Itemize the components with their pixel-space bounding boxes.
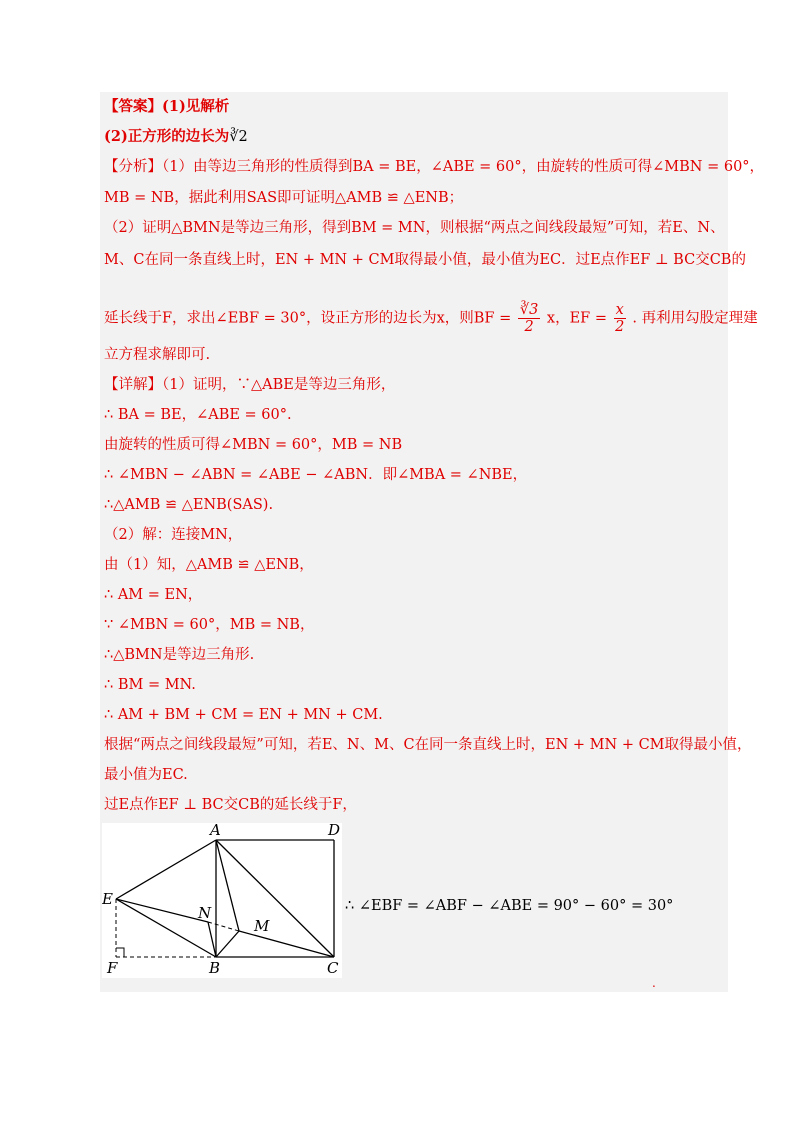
text-line-detail15	[104, 795, 357, 815]
text-line-analysis6	[104, 345, 210, 365]
label-m: M	[254, 917, 270, 935]
label-f: F	[107, 959, 118, 977]
text-line-analysis1	[104, 157, 764, 177]
text-line-analysis6-content: 立方程求解即可.	[104, 347, 211, 363]
text-line-detail4	[104, 465, 527, 485]
text-line-answer	[104, 97, 229, 117]
label-a: A	[210, 823, 221, 839]
analysis5-prefix: 延长线于F，求出∠EBF = 30°，设正方形的边长为x，则BF =	[104, 310, 512, 327]
text-line-analysis2-content: MB = NB，据此利用SAS即可证明△AMB ≌ △ENB；	[104, 190, 464, 206]
segment-en	[116, 899, 208, 922]
text-line-detail2-content: ∴ BA = BE，∠ABE = 60°.	[104, 407, 292, 423]
text-line-detail6-content: （2）解：连接MN，	[104, 527, 243, 543]
trailing-dot: .	[652, 976, 656, 990]
text-line-answer2	[104, 127, 248, 147]
text-line-answer2-suffix: ∛2	[229, 129, 248, 145]
geometry-diagram	[102, 823, 342, 978]
text-line-analysis3-content: （2）证明△BMN是等边三角形，得到BM = MN，则根据“两点之间线段最短”可知，若E、N、	[104, 220, 725, 236]
analysis5-suffix: . 再利用勾股定理建	[632, 310, 758, 327]
segment-nb	[208, 922, 216, 957]
geometry-figure	[102, 823, 342, 978]
text-line-detail7	[104, 555, 314, 575]
text-line-detail14-content: 最小值为EC.	[104, 767, 188, 783]
text-line-detail3-content: 由旋转的性质可得∠MBN = 60°，MB = NB	[104, 437, 403, 453]
label-e: E	[102, 890, 113, 908]
right-angle-mark	[116, 948, 124, 957]
analysis5-middle: x，EF =	[546, 310, 608, 327]
text-line-detail12	[104, 705, 383, 725]
text-line-detail1	[104, 375, 395, 395]
text-line-detail7-content: 由（1）知，△AMB ≌ △ENB，	[104, 557, 314, 573]
text-line-detail3	[104, 435, 402, 455]
fraction-ef-denominator: 2	[615, 319, 625, 335]
text-line-detail11	[104, 675, 196, 695]
segment-nm-dashed	[208, 922, 239, 931]
text-line-detail14	[104, 765, 188, 785]
text-line-analysis1-content: 【分析】（1）由等边三角形的性质得到BA = BE，∠ABE = 60°，由旋转的性质可得∠MBN = 60°，	[104, 159, 765, 175]
segment-ac	[216, 840, 334, 957]
segment-am	[216, 840, 239, 931]
text-line-analysis3	[104, 218, 725, 238]
text-line-detail13-content: 根据“两点之间线段最短”可知，若E、N、M、C在同一条直线上时，EN + MN + CM取得最小值，	[104, 737, 752, 753]
fraction-bf-numerator: ∛3	[519, 302, 539, 318]
analysis-line-fractions	[104, 302, 758, 335]
text-line-detail8	[104, 585, 202, 605]
text-line-detail9	[104, 615, 314, 635]
segment-bm	[216, 931, 239, 957]
text-line-detail1-content: 【详解】（1）证明，∵△ABE是等边三角形，	[104, 377, 396, 393]
label-d: D	[328, 823, 341, 839]
text-line-detail12-content: ∴ AM + BM + CM = EN + MN + CM.	[104, 707, 383, 723]
text-line-detail10	[104, 645, 254, 665]
text-line-detail10-content: ∴△BMN是等边三角形.	[104, 647, 255, 663]
text-line-analysis2	[104, 188, 463, 208]
text-line-detail15-content: 过E点作EF ⊥ BC交CB的延长线于F，	[104, 797, 357, 813]
text-line-analysis4-content: M、C在同一条直线上时，EN + MN + CM取得最小值，最小值为EC．过E点作EF ⊥ BC交CB的	[104, 252, 746, 268]
text-line-detail6	[104, 525, 242, 545]
text-line-detail8-content: ∴ AM = EN，	[104, 587, 203, 603]
text-line-answer-content: 【答案】(1)见解析	[104, 98, 230, 115]
text-line-detail5-content: ∴△AMB ≌ △ENB(SAS).	[104, 497, 274, 513]
figure-equation: ∴ ∠EBF = ∠ABF − ∠ABE = 90° − 60° = 30°	[345, 898, 674, 914]
fraction-bf	[518, 302, 540, 335]
fraction-ef-numerator: x	[615, 302, 624, 318]
fraction-ef	[614, 302, 626, 335]
text-line-detail2	[104, 405, 292, 425]
text-line-detail11-content: ∴ BM = MN.	[104, 677, 196, 693]
label-n: N	[198, 904, 212, 922]
label-b: B	[209, 959, 221, 977]
segment-ae	[116, 840, 216, 899]
text-line-detail13	[104, 735, 752, 755]
text-line-detail5	[104, 495, 273, 515]
label-c: C	[327, 959, 339, 977]
text-line-detail9-content: ∵ ∠MBN = 60°，MB = NB，	[104, 617, 315, 633]
text-line-answer2-content: (2)正方形的边长为	[104, 128, 230, 145]
text-line-detail4-content: ∴ ∠MBN − ∠ABN = ∠ABE − ∠ABN．即∠MBA = ∠NBE，	[104, 467, 528, 483]
fraction-bf-denominator: 2	[524, 319, 534, 335]
text-line-analysis4	[104, 250, 746, 270]
